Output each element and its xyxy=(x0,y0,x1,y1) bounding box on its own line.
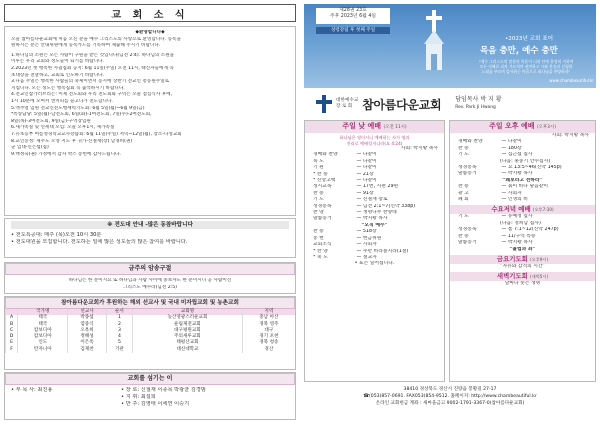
news-line: *특송담당: 5일(월)-남전도회, 6일(화)-1여전도회, 7일(수)-2여전도회, xyxy=(11,112,152,118)
news-title: 교 회 소 식 xyxy=(111,9,189,21)
order-label: 교회소식 xyxy=(313,242,332,248)
verse-line: “예수 그리스도의 말씀의 복음이 너희 안에 풍성히 거하여 xyxy=(478,59,574,64)
fri-prayer-time: (오후9시) xyxy=(530,256,549,262)
missions-cell: 오옥희 xyxy=(68,328,106,334)
order-value: 심근섭 집사 xyxy=(507,152,533,158)
order-label: 찬 송 xyxy=(458,145,469,151)
missions-cell: 탄자니아 xyxy=(18,347,68,353)
issue-info xyxy=(316,8,390,24)
standing-note: • 표는 일어섭니다. xyxy=(354,261,395,267)
order-value: 다같이 xyxy=(362,165,377,171)
service-order-item: 경배와 찬양 — 다같이 xyxy=(458,139,522,145)
verse-line: 노래를 부르며 감사하는 마음으로 하나님을 찬양하라” xyxy=(481,69,571,74)
service-order-item: * 축 도 — 설교자 xyxy=(313,254,377,260)
evangelism-guide-head: ※ 전도대 안내 -많은 동참바랍니다 xyxy=(11,221,289,229)
missions-head: 참아름다운교회가 후원하는 해외 선교사 및 국내 미자립교회 및 농촌교회 xyxy=(5,297,295,309)
missions-cell: 1 xyxy=(106,315,132,321)
order-value: 유예정 집사 xyxy=(507,214,533,220)
missions-cell: 농산영광스러운교회 xyxy=(133,315,243,321)
news-line: 9.백정숙(권) 가정에서 감자 박스 봉헌에 감사드립니다. xyxy=(11,151,121,157)
order-label: 찬 송 xyxy=(458,233,469,239)
service-order-item: 봉 헌 — 헌금위원 xyxy=(313,235,382,241)
missions-cell: 경북 영주 xyxy=(242,322,295,328)
memory-verse xyxy=(4,262,296,294)
order-value: 다같이 xyxy=(507,139,522,145)
main-service-title: 주일 낮 예배 xyxy=(342,122,382,130)
order-label: 찬 송 xyxy=(313,190,324,196)
memory-verse-line: 하나님은 한 분이시요 또 하나님과 사람 사이에 중보자도 한 분이시니 곧 사람이신 xyxy=(68,278,232,283)
elders: • 장 로: 신철재 이종목 박광균 김경범 xyxy=(121,387,206,393)
order-value: 518장 xyxy=(362,229,377,235)
missions-cell: 기관 xyxy=(106,347,132,353)
church-bank-account: 온라인 교회헌금 계좌 : 새마을금고 9002-1791-3367-0(참아름다운교회) xyxy=(375,401,525,406)
service-order-item: 찬 송 — 91장 xyxy=(313,190,374,196)
missions-cell: A xyxy=(6,315,18,321)
service-order-item: 폐 회 — 인생의 비 xyxy=(458,197,528,203)
missions-cell: 2 xyxy=(106,322,132,328)
dawn-prayer-text: 날마다 솟는 생명 xyxy=(504,281,541,287)
order-label: * 찬 송 xyxy=(313,171,328,177)
wed-service-order xyxy=(450,214,595,246)
issue-number: 제28권 23호 xyxy=(339,8,367,13)
order-value: 180장 xyxy=(507,145,522,151)
missions-cell: 박종섭 xyxy=(68,315,106,321)
order-value: 생명나무 찬양대 xyxy=(362,210,397,216)
pm-service-order-2 xyxy=(450,184,595,203)
service-order-item: 말씀증거 — 박지황 목사 xyxy=(458,171,533,177)
news-line: 오늘 참아름다운교회에 처음 오신 분을 예수 그리스도의 사랑으로 환영합니다. 등록을 xyxy=(11,36,181,42)
cross-logo-icon xyxy=(316,95,332,113)
order-value: 헌금위원 xyxy=(362,235,382,241)
fri-prayer-text: “자유와 감격의 시간” xyxy=(499,263,546,269)
missions-cell: C xyxy=(6,328,18,334)
service-order-item: 성경봉독 — 요 13:5~46(신약 145p) xyxy=(458,165,562,171)
news-line: 6.새가족실 및 연세대 모임: 오늘 오후1시, 새가족실 xyxy=(11,125,115,131)
missions-col-header: 지역 xyxy=(242,309,295,315)
order-value: 17번, 시편 29편 xyxy=(362,184,399,190)
dawn-prayer-head xyxy=(450,272,595,281)
service-order-item: 기 원 — 다같이 xyxy=(313,165,377,171)
church-contact: ☎(053)857-0691. FAX053)854-9512. 홈페이지: http://www.chambeautiful.kr xyxy=(363,394,537,399)
order-label: * 신앙고백 xyxy=(313,178,336,184)
pm-service-title: 주일 오후 예배 xyxy=(489,122,535,130)
note-line: 하나님은 영이시니 예배하는 자가 영과 xyxy=(339,135,410,140)
associate-pastor: • 부 목 사: 최진용 xyxy=(11,387,53,393)
order-label: 성경봉독 xyxy=(458,227,477,233)
pm-service-head xyxy=(450,121,595,133)
order-value: 다같이 xyxy=(362,178,377,184)
main-sermon-title: “오직 예수” xyxy=(361,222,388,228)
missions-cell: F xyxy=(6,347,18,353)
service-order-item: 말씀증거 — 박지황 목사 xyxy=(458,240,533,246)
order-value: 91장 xyxy=(362,190,374,196)
evangelism-item: • 전도특공대: 매주 (목)오전 10시 30분 xyxy=(11,232,102,238)
missions-cell: 염중식 xyxy=(68,322,106,328)
service-order-item: 찬 송 — 11/구역 특송 xyxy=(458,233,536,239)
order-value: 사회자 xyxy=(362,242,377,248)
service-order-item: 기 도 — 심근섭 집사 xyxy=(458,152,533,158)
serving-head: 교회를 섬기는 이 xyxy=(5,373,295,385)
order-label: 말씀증거 xyxy=(313,216,332,222)
main-service-leader: 사회: 박지황 목사 xyxy=(400,146,438,151)
service-order-item: 찬 송 — 180장 xyxy=(458,145,522,151)
order-value: (다음: 정희남 집사) xyxy=(500,220,541,226)
order-label: 경배와 찬양 xyxy=(313,152,338,158)
welcome-heading: ◆환영합니다◆ xyxy=(135,30,165,35)
service-order-item: 교회소식 — 사회자 xyxy=(313,242,377,248)
order-value: 딤전 2:1~7(신약 338p) xyxy=(362,203,416,209)
denomination-line: 장 로 회 xyxy=(336,104,353,109)
order-label: 성경봉독 xyxy=(313,203,332,209)
service-order-item: 성시교독 — 17번, 시편 29편 xyxy=(313,184,399,190)
service-order-item: 말씀증거 — 박지황 목사 xyxy=(313,216,388,222)
banner-verse xyxy=(462,59,590,74)
service-order-item: 묵 도 — 다같이 xyxy=(313,158,377,164)
pastor-name-en: Rev. Park Ji Hwang xyxy=(455,105,496,110)
news-line: 원하시는 분은 안내위원에게 등록카드를 기록하여 제출해 주시기 바랍니다. xyxy=(11,43,161,49)
missions-row xyxy=(6,347,296,353)
church-address: 38410 경상북도 경산시 진량읍 봉황길 27-17 xyxy=(403,387,497,392)
missions-cell: 캄보디아 xyxy=(18,328,68,334)
wed-service-time: (오후7:30) xyxy=(532,207,554,213)
pm-sermon-title: “왜보라고 전하라” xyxy=(502,177,543,183)
fri-prayer-title: 금요기도회 xyxy=(496,254,528,263)
denomination-line: 대한예수교 xyxy=(336,98,359,103)
news-line: 군 입대-신은섭(집) xyxy=(11,145,49,151)
memory-verse-line: 그리스도 예수라(딤전 2:5) xyxy=(123,284,177,290)
service-order-item: * 찬 양 — 주만 바라볼지라(1절) xyxy=(313,248,409,254)
order-value: 11/구역 특송 xyxy=(507,233,536,239)
issue-date: 주후 2023년 6월 4일 xyxy=(329,13,377,19)
senior-pastor xyxy=(455,96,501,112)
missions-cell: 이은옥 xyxy=(68,340,106,346)
order-label: 찬 송 xyxy=(458,184,469,190)
order-value: 다같이 xyxy=(362,152,377,158)
dawn-prayer-title: 새벽기도회 xyxy=(496,272,528,281)
order-value: 롬 7:1~12(신약 247p) xyxy=(507,227,559,233)
evangelism-guide xyxy=(4,218,296,258)
service-order-item: 기 도 — 유예정 집사 xyxy=(458,214,533,220)
denomination xyxy=(336,98,358,110)
news-line: 지킵니다. 모든 성도는 행복집회 꼭 출석하시기 바랍니다. xyxy=(11,85,125,91)
conductor: • 지 휘: 최설희 xyxy=(121,394,156,400)
main-service-head xyxy=(305,121,444,133)
liturgical-theme: 성령강림 후 첫째 주일 xyxy=(316,27,390,34)
missions-cell: 운림제전교회 xyxy=(133,322,243,328)
news-line: 8일(목)-3여전도회, 9일(금)-구역장임원 xyxy=(11,118,91,124)
missions-col-header: 국가명 xyxy=(18,309,68,315)
order-label: 기 원 xyxy=(313,165,324,171)
pastor-name: 담임목사 박 지 황 xyxy=(455,96,502,103)
order-label: 경배와 찬양 xyxy=(458,139,483,145)
order-value: 주만 바라볼지라(1절) xyxy=(362,248,409,254)
year-motto-label: •2023년 교회 표어 xyxy=(504,36,554,42)
order-label: 기 도 xyxy=(313,197,324,203)
missions-cell: E xyxy=(6,340,18,346)
news-line: 5.액추얼 임원 전교인전도행세력기도회: 6월 5일(월)~6월 9일(금) xyxy=(11,105,145,111)
order-label: 성경봉독 xyxy=(458,165,477,171)
order-label: 말씀증거 xyxy=(458,240,477,246)
main-service-note xyxy=(305,135,444,146)
missions-cell: 대신대학교 xyxy=(133,347,243,353)
order-label: 기 도 xyxy=(458,214,469,220)
news-line: 초대장을 전달하고, 교회로 인도하기 바랍니다. xyxy=(11,72,105,78)
service-order-item: * 신앙고백 — 다같이 xyxy=(313,178,377,184)
memory-verse-head: 금주의 암송구절 xyxy=(5,263,295,275)
news-line: 4.전교인참가러브리는: 이제 전도회와 우리 전도회와 구역은 오늘 점심식사 후에, xyxy=(11,92,173,98)
wed-service-head xyxy=(450,205,595,214)
order-value: 요 13:5~46(신약 145p) xyxy=(507,165,562,171)
main-service-order-2 xyxy=(305,229,444,261)
year-motto: 목음 충만, 예수 충만 xyxy=(480,46,558,56)
service-order-item: 광 고 — 사회자 xyxy=(458,190,522,196)
order-value: 다같이 xyxy=(362,158,377,164)
news-line: 3.다음 주일은 행복한 사람들의 축제이면서 동시에 상반기 전교인 총동원주일로 xyxy=(11,79,170,85)
main-service-time: (오전 11시) xyxy=(383,125,407,130)
order-value: 묶이 바다 덮음같이 xyxy=(507,184,548,190)
header-banner xyxy=(304,4,596,88)
missions-cell: 태국 xyxy=(18,315,68,321)
order-value: 21장 xyxy=(362,171,374,177)
service-order-item: * 찬 송 — 21장 xyxy=(313,171,374,177)
order-value: 박지황 목사 xyxy=(362,216,388,222)
missions-cell: 태국 xyxy=(18,322,68,328)
church-steeple-icon xyxy=(416,10,452,70)
service-order-item: 찬 양 — 생명나무 찬양대 xyxy=(313,210,397,216)
left-page xyxy=(4,4,296,420)
main-service-order xyxy=(305,152,444,222)
order-value: 설교자 xyxy=(362,254,377,260)
news-line: 2.2023년 첫 행복한 사귐집회 공지: 6월 11일(주일) 오전 11시, 태신자들에게 꼭 xyxy=(11,65,174,71)
pm-service-leader: 사회: 박지황 목사 xyxy=(551,133,589,138)
order-label: 말씀증거 xyxy=(458,171,477,177)
service-order-item: 성경봉독 — 롬 7:1~12(신약 247p) xyxy=(458,227,559,233)
accompanist: • 반 주: 김영태 이세연 이승기 xyxy=(121,401,190,407)
order-label: 폐 회 xyxy=(458,197,469,203)
order-label: 성시교독 xyxy=(313,184,332,190)
news-line: 이루는 우리 교회와 성도들이 되기를 바랍니다. xyxy=(11,59,105,65)
other-services xyxy=(449,120,596,382)
order-label: 광 고 xyxy=(458,190,469,196)
missions-cell: D xyxy=(6,334,18,340)
serving-box xyxy=(4,372,296,420)
missions-cell: 경산 xyxy=(242,347,295,353)
missions-cell: 3 xyxy=(106,328,132,334)
news-line: 1.하나님의 소원은 모든 사람이 구원을 받는 것입니다(딤전 2:4). 하나님의 소원을 xyxy=(11,52,175,58)
news-title-box xyxy=(4,4,296,22)
wed-service-title: 수요저녁 예배 xyxy=(491,205,531,214)
missions-cell: 4 xyxy=(106,334,132,340)
missions-cell: 캄보디아 xyxy=(18,334,68,340)
missions-cell: 인도 xyxy=(18,340,68,346)
missions-cell: B xyxy=(6,322,18,328)
order-value: 박지황 목사 xyxy=(507,171,533,177)
missions-cell: 주의새루교회 xyxy=(133,334,243,340)
service-order-item: 기 도 — 신철재 장로 xyxy=(313,197,388,203)
pm-service-order xyxy=(450,139,595,177)
service-order-item: 성경봉독 — 딤전 2:1~7(신약 338p) xyxy=(313,203,416,209)
website-url[interactable]: www.chambeautiful.kr xyxy=(549,78,594,83)
order-value: 인생의 비 xyxy=(507,197,528,203)
order-value: 사회자 xyxy=(507,190,522,196)
dawn-prayer-time: (새벽5시) xyxy=(530,274,549,280)
order-label: 봉 헌 xyxy=(313,235,324,241)
missions-cell: 충남 아산 xyxy=(242,315,295,321)
missions-cell: 정해성 xyxy=(68,334,106,340)
order-value: 신철재 장로 xyxy=(362,197,388,203)
missions-col-header: 순서 xyxy=(106,309,132,315)
order-label: 기 도 xyxy=(458,152,469,158)
fri-prayer-head xyxy=(450,255,595,264)
missions-cell: 대구 xyxy=(242,328,295,334)
missions-cell: 태평산교회 xyxy=(133,340,243,346)
church-name: 참아름다운교회 xyxy=(362,97,442,112)
missions-cell: 김제찬 xyxy=(68,347,106,353)
service-order-item: 찬 송 — 518장 xyxy=(313,229,377,235)
sunday-main-service xyxy=(304,120,445,382)
news-line: 7.유초등부 여름성경학교교사강습회: 6월 11일(주일) 저녁~12일(월), 장소-나성교회 xyxy=(11,131,182,137)
church-header xyxy=(304,92,596,116)
missions-table xyxy=(5,309,295,353)
note-line: 진리로 예배할지니라(요 4:24) xyxy=(346,140,403,146)
evangelism-item: • 전도대원을 모집합니다. 전도하는 일에 많은 성도들의 많은 참여를 바랍니다. xyxy=(11,239,188,245)
order-label: * 찬 양 xyxy=(313,248,328,254)
order-value: (다음: 홍중기 안수집사) xyxy=(500,158,551,164)
missions-col-header: 선교사 xyxy=(68,309,106,315)
service-order-item: 경배와 찬양 — 다같이 xyxy=(313,152,377,158)
order-label: 찬 송 xyxy=(313,229,324,235)
missions-table-box xyxy=(4,296,296,370)
pm-service-time: (오후3시) xyxy=(536,125,556,130)
missions-cell: 경북 청송 xyxy=(242,340,295,346)
missions-cell: 5 xyxy=(106,340,132,346)
verse-line: 모든 지혜로 피차 가르치며 권면하고 시와 찬송과 신령한 xyxy=(479,64,573,69)
missions-cell: 경기 포천 xyxy=(242,334,295,340)
church-footer xyxy=(304,386,596,420)
news-line: 1시 10분에 모여서 캔커피를 들고나가 전도합니다. xyxy=(11,98,113,104)
wed-sermon-title: “율법과 좌” xyxy=(509,246,536,252)
service-order-item: 찬 송 — 묶이 바다 덮음같이 xyxy=(458,184,548,190)
order-label: 찬 양 xyxy=(313,210,324,216)
missions-col-header: 교회명 xyxy=(133,309,243,315)
church-news xyxy=(4,26,296,216)
right-page xyxy=(304,4,596,420)
missions-cell: 대구평원교회 xyxy=(133,328,243,334)
news-line: 8.교인동정: 제주도 오영 지도 후 귀가-신철재(장) 남경희(권) xyxy=(11,138,133,144)
order-label: * 축 도 xyxy=(313,254,328,260)
order-value: 박지황 목사 xyxy=(507,240,533,246)
order-label: 묵 도 xyxy=(313,158,324,164)
